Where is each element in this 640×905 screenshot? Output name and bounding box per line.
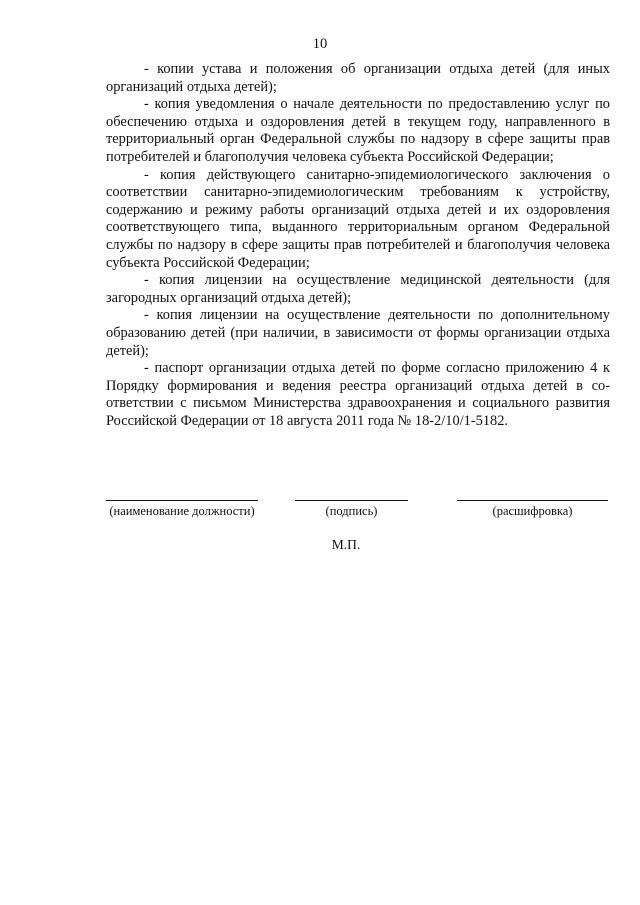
- signature-line: [295, 488, 408, 501]
- paragraph-medical-license: - копия лицензии на осуществление медицинской деятельности (для загородных организаций отдыха детей);: [106, 272, 610, 306]
- signature-caption: (подпись): [325, 504, 378, 518]
- position-line: [106, 488, 258, 501]
- paragraph-education-license: - копия лицензии на осуществление деятельности по дополнительному образованию детей (при наличии, в зависимости от формы организации отдыха детей);: [106, 307, 610, 359]
- paragraph-charter-copies: - копии устава и положения об организации отдыха детей (для иных организаций отдыха детей);: [106, 61, 610, 95]
- paragraph-notification-copy: - копия уведомления о начале деятельности по предоставлению услуг по обеспечению отдыха и оздоровления детей в текущем году, направленного в территориальный орган Федеральной службы по надзору в сфере защиты прав потребителей и благополучия человека субъекта Российской Федерации;: [106, 96, 610, 165]
- position-signature-field: [106, 488, 258, 519]
- document-body: [106, 61, 610, 430]
- decryption-caption: (расшифровка): [492, 504, 573, 518]
- paragraph-organization-passport: - паспорт организации отдыха детей по форме согласно приложению 4 к Порядку формирования и ведения реестра организаций отдыха детей в соответствии с письмом Министерства здравоохранения и социального развития Российской Федерации от 18 августа 2011 года № 18-2/10/1-5182.: [106, 360, 610, 429]
- page-number: 10: [312, 36, 328, 52]
- position-caption: (наименование должности): [109, 504, 255, 518]
- seal-label: М.П.: [331, 537, 361, 552]
- signature-block: [106, 488, 610, 528]
- paragraph-sanitary-conclusion: - копия действующего санитарно-эпидемиологического заключения о соответствии санитарно-эпидемиологическим требованиям к устройству, содержанию и режиму работы организаций отдыха детей и их оздоровления соответствующего типа, выданного территориальным органом Федеральной службы по надзору в сфере защиты прав потребителей и благополучия человека субъекта Российской Федерации;: [106, 166, 610, 271]
- decryption-line: [457, 488, 608, 501]
- decryption-field: [457, 488, 608, 519]
- signature-field: [295, 488, 408, 519]
